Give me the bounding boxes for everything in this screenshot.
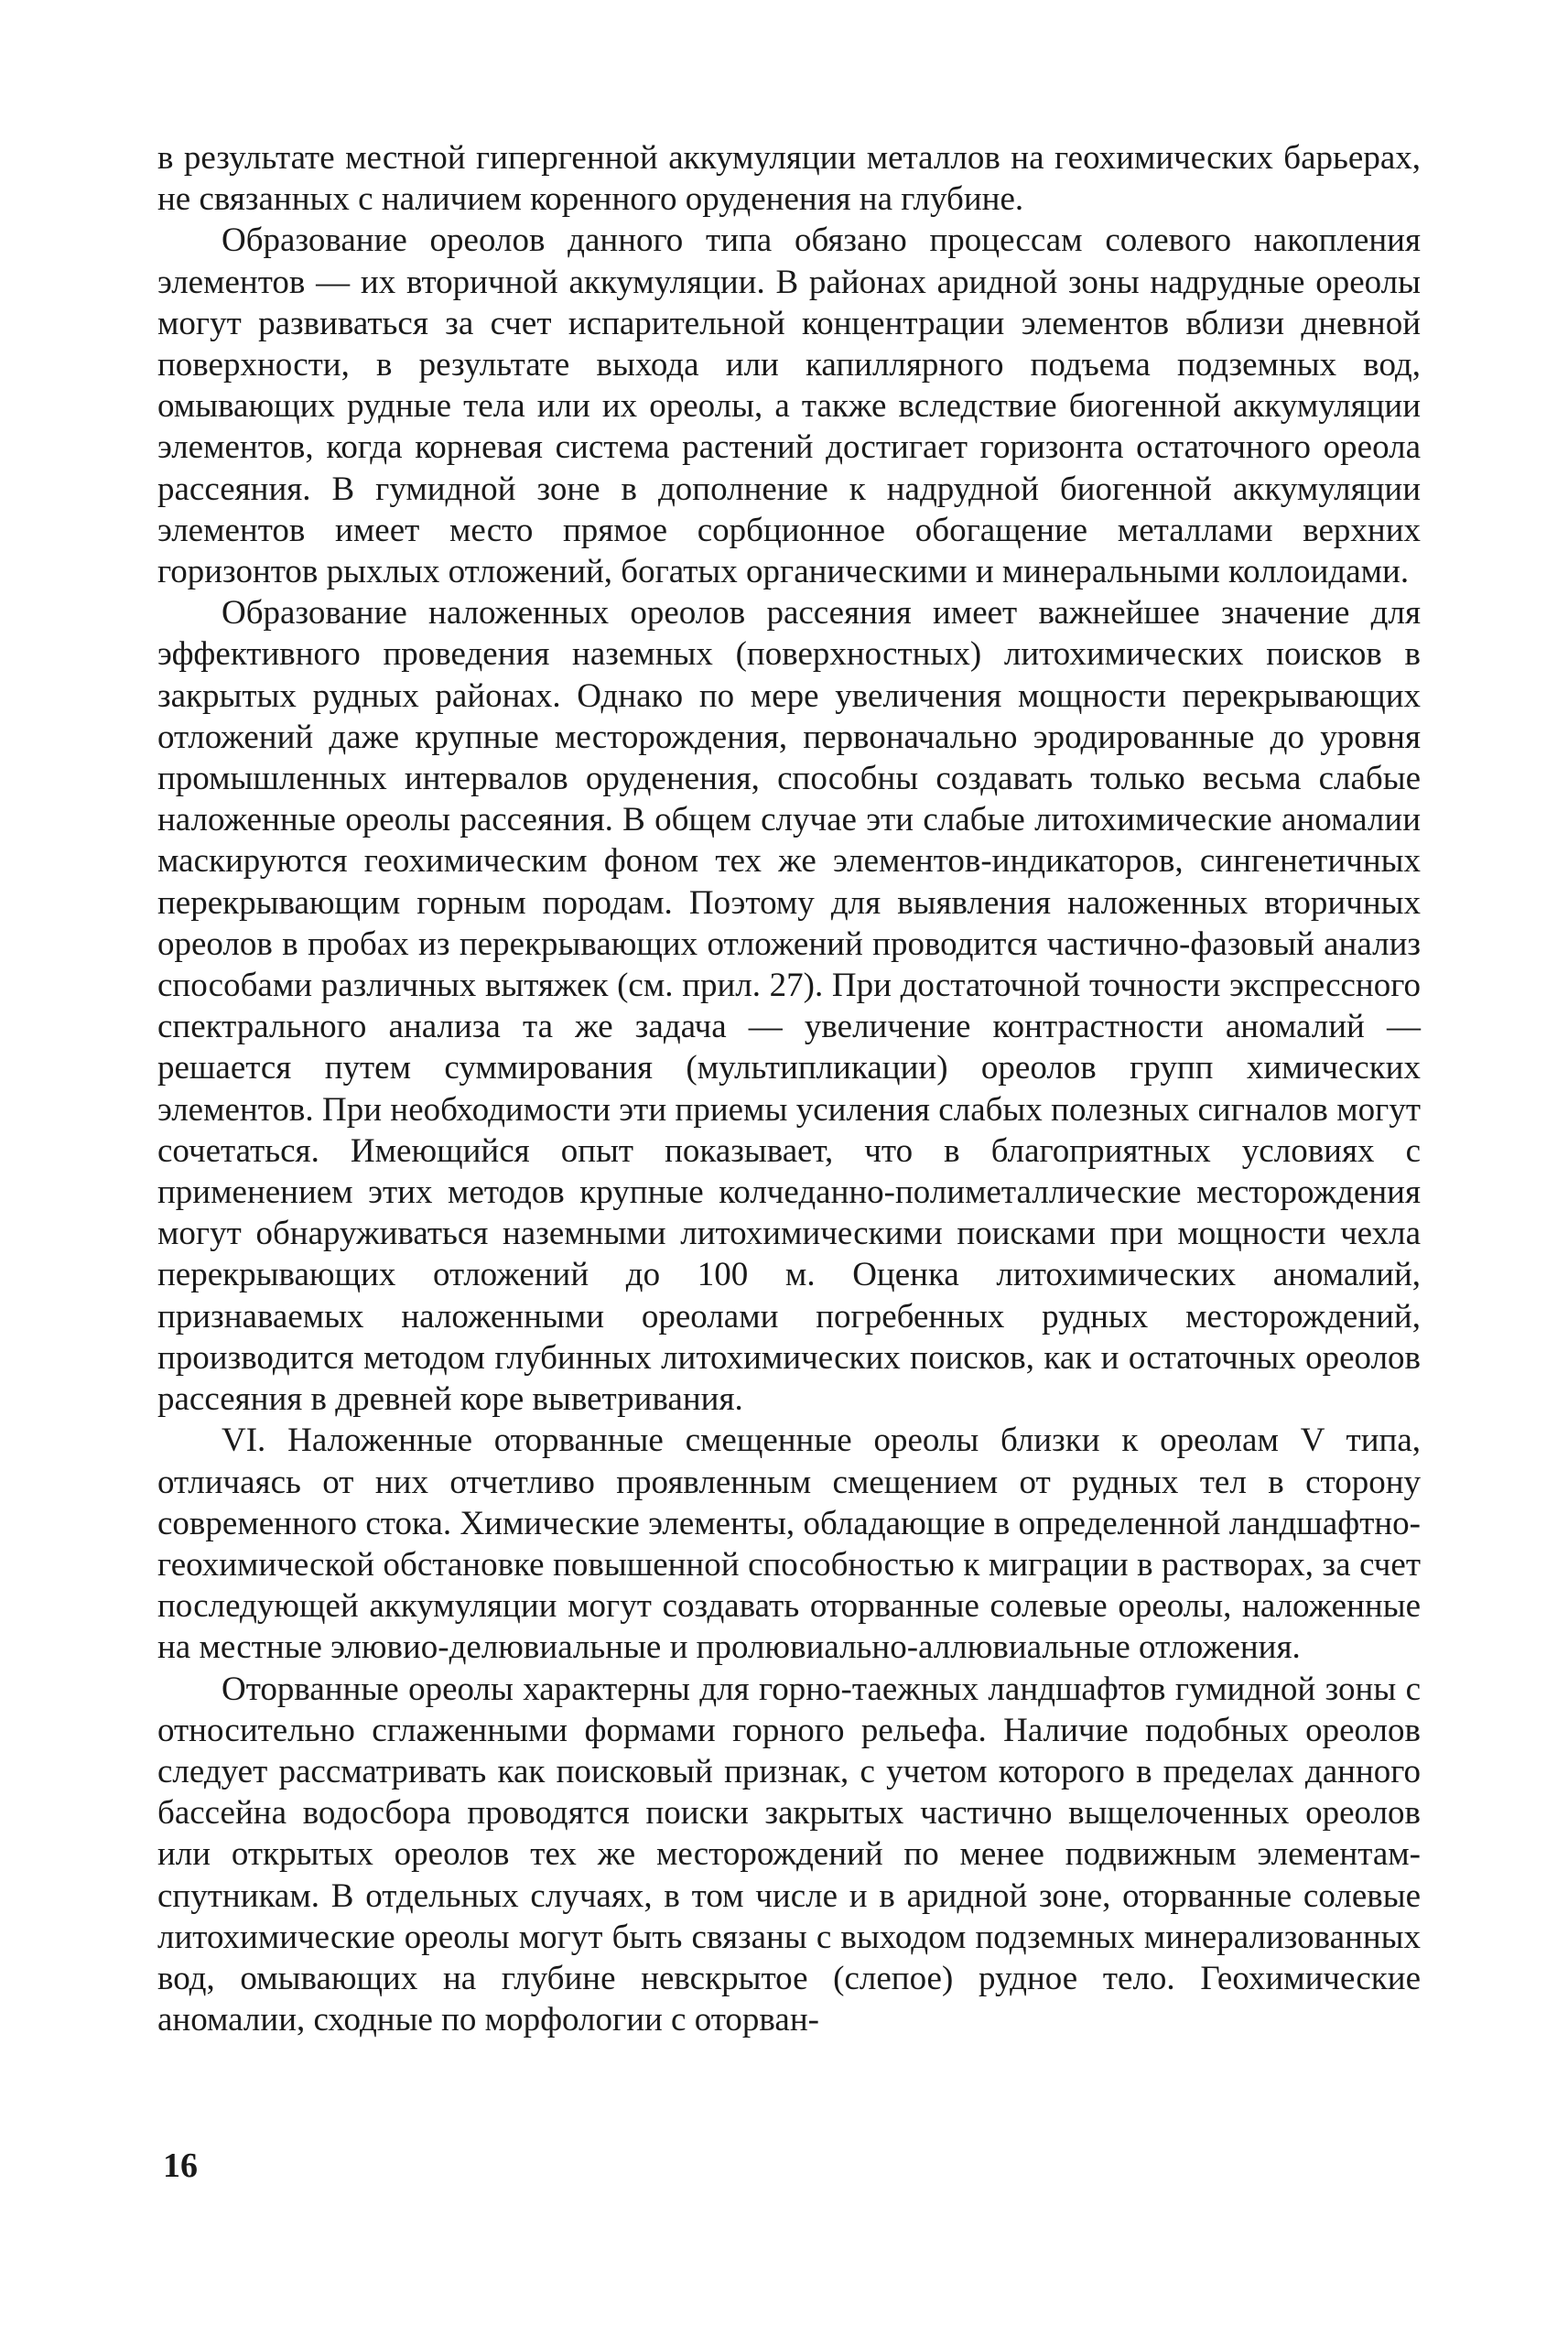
- paragraph-detached-halos: Оторванные ореолы характерны для горно-таежных ландшафтов гумидной зоны с относительно сглаженными формами горного рельефа. Наличие подобных ореолов следует рассматривать как поисковый признак, с учетом которого в пределах данного бассейна водосбора проводятся поиски закрытых частично выщелоченных ореолов или открытых ореолов тех же месторождений по менее подвижным элементам-спутникам. В отдельных случаях, в том числе и в аридной зоне, оторванные солевые литохимические ореолы могут быть связаны с выходом подземных минерализованных вод, омывающих на глубине невскрытое (слепое) рудное тело. Геохимические аномалии, сходные по морфологии с оторван-: [157, 1670, 1421, 2039]
- page-text-block: [157, 137, 1421, 2040]
- paragraph-salt-accumulation: Образование ореолов данного типа обязано процессам солевого накопления элементов — их вторичной аккумуляции. В районах аридной зоны надрудные ореолы могут развиваться за счет испарительной концентрации элементов вблизи дневной поверхности, в результате выхода или капиллярного подъема подземных вод, омывающих рудные тела или их ореолы, а также вследствие биогенной аккумуляции элементов, когда корневая система растений достигает горизонта остаточного ореола рассеяния. В гумидной зоне в дополнение к надрудной биогенной аккумуляции элементов имеет место прямое сорбционное обогащение металлами верхних горизонтов рыхлых отложений, богатых органическими и минеральными коллоидами.: [157, 222, 1421, 591]
- paragraph-type-vi: VI. Наложенные оторванные смещенные ореолы близки к ореолам V типа, отличаясь от них отчетливо проявленным смещением от рудных тел в сторону современного стока. Химические элементы, обладающие в определенной ландшафтно-геохимической обстановке повышенной способностью к миграции в растворах, за счет последующей аккумуляции могут создавать оторванные солевые ореолы, наложенные на местные элювио-делювиальные и пролювиально-аллювиальные отложения.: [157, 1422, 1421, 1667]
- page-number: 16: [163, 2147, 198, 2185]
- paragraph-superimposed-halos: Образование наложенных ореолов рассеяния имеет важнейшее значение для эффективного проведения наземных (поверхностных) литохимических поисков в закрытых рудных районах. Однако по мере увеличения мощности перекрывающих отложений даже крупные месторождения, первоначально эродированные до уровня промышленных интервалов оруденения, способны создавать только весьма слабые наложенные ореолы рассеяния. В общем случае эти слабые литохимические аномалии маскируются геохимическим фоном тех же элементов-индикаторов, сингенетичных перекрывающим горным породам. Поэтому для выявления наложенных вторичных ореолов в пробах из перекрывающих отложений проводится частично-фазовый анализ способами различных вытяжек (см. прил. 27). При достаточной точности экспрессного спектрального анализа та же задача — увеличение контрастности аномалий — решается путем суммирования (мультипликации) ореолов групп химических элементов. При необходимости эти приемы усиления слабых полезных сигналов могут сочетаться. Имеющийся опыт показывает, что в благоприятных условиях с применением этих методов крупные колчеданно-полиметаллические месторождения могут обнаруживаться наземными литохимическими поисками при мощности чехла перекрывающих отложений до 100 м. Оценка литохимических аномалий, признаваемых наложенными ореолами погребенных рудных месторождений, производится методом глубинных литохимических поисков, как и остаточных ореолов рассеяния в древней коре выветривания.: [157, 594, 1421, 1419]
- paragraph-continuation: в результате местной гипергенной аккумуляции металлов на геохимических барьерах, не связанных с наличием коренного оруденения на глубине.: [157, 139, 1421, 219]
